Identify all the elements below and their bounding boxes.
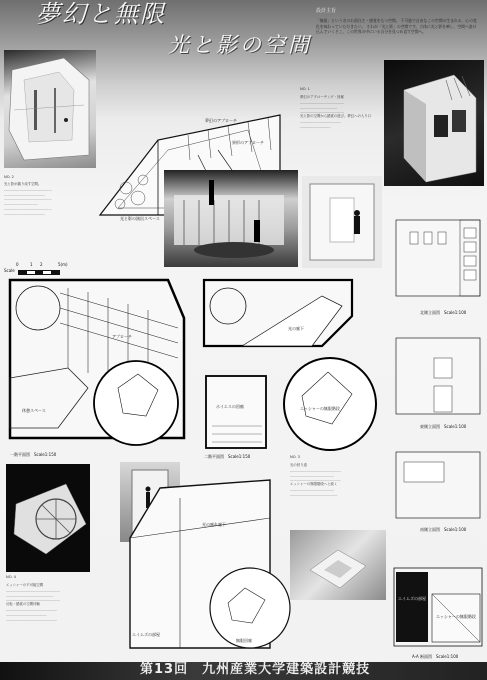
interior-photo-figure <box>302 176 382 268</box>
label-waiting: 休憩スペース <box>22 408 46 413</box>
model-wheel-icon <box>6 464 90 572</box>
note-1-heading: NO. 1 <box>300 87 310 91</box>
first-floor-label: 一階平面図 Scale1:150 <box>10 452 57 457</box>
section-stairs-label: 無限回廊 <box>236 638 252 643</box>
scale-bar <box>18 270 60 275</box>
north-elevation <box>394 218 482 298</box>
north-elevation-label: 北側立面図 Scale1:100 <box>420 310 467 315</box>
note-1-text: 夢幻のアプローチング・回廊 ＿＿＿＿＿＿＿＿＿＿＿＿＿ ＿＿＿＿＿＿＿＿＿＿＿ ＿＿＿＿＿＿＿＿＿＿＿＿＿ 光と影の空間から錯覚の遊び、夢幻への入り口 ＿＿＿＿＿＿＿＿＿＿＿＿ ＿＿＿＿＿＿＿＿＿ <box>300 95 372 128</box>
aa-section-label: A-A 断面図 Scale1:100 <box>412 654 459 659</box>
second-floor-label: 二階平面図 Scale1:150 <box>204 454 251 459</box>
label-escher-stair: エッシャーの無限階段 <box>300 406 340 411</box>
label-hall: ホイエスの回廊 <box>216 404 244 409</box>
concept-text: 「無限」という名のお面白さ・感覚をもつ空間。 不可能で自由なこの空間の生まれる、心の変化を味わっていただきたい。 それが「光と影」の空間です。立体に光と影を映し、空間へ溶け込んでいくそこ、この世界の中にいる自分を見つめ直す空間へ。 <box>316 18 477 35</box>
second-floor-plan <box>202 276 382 466</box>
note-4-heading: NO. 4 <box>6 575 16 579</box>
scale-mark-0: 0 <box>16 262 19 267</box>
note-2-text: 光と影が織り成す空間。 ＿＿＿＿＿＿＿＿＿＿＿＿＿＿ ＿＿＿＿＿＿＿＿＿＿＿＿ ＿＿＿＿＿＿＿＿＿＿＿＿＿＿ ＿＿＿＿＿＿＿＿＿＿ ＿＿＿＿＿＿＿＿＿＿＿＿＿＿ ＿＿＿＿＿＿＿＿＿＿＿＿ <box>4 182 52 215</box>
aa-section <box>392 564 486 654</box>
aa-section-hall-label: エイムズの部屋 <box>398 596 426 601</box>
note-3-heading: NO. 3 <box>290 455 300 459</box>
scale-mark-1: 1 <box>30 262 33 267</box>
scale-mark-2: 2 <box>40 262 43 267</box>
model-exterior-icon <box>384 60 484 186</box>
bottom-section-drawing <box>120 478 280 658</box>
model-photo-bottomleft <box>6 464 90 572</box>
first-floor-plan <box>8 278 198 448</box>
note-2-heading: NO. 2 <box>4 175 14 179</box>
model-photo-right <box>384 60 484 186</box>
south-elevation <box>394 450 482 520</box>
label-corridor-light: 異形のアプローチ <box>232 140 264 145</box>
label-approach-2: アプローチ <box>112 334 132 339</box>
section-hall-label: エイムズの部屋 <box>132 632 160 637</box>
interior-photo-center <box>164 170 298 267</box>
model-photo-topleft <box>4 50 96 168</box>
escher-render-photo <box>290 530 386 600</box>
label-space-right: 光の廊下 <box>288 326 304 331</box>
label-shadow-hall: 光と影の演出スペース <box>120 216 160 221</box>
model-drawing-icon <box>4 50 96 168</box>
east-elevation-label: 東側立面図 Scale1:100 <box>420 424 467 429</box>
figure-doorway-icon <box>302 176 382 268</box>
title-sub: 光と影の空間 <box>168 33 312 57</box>
section-room-label: 光の廊れ廊下 <box>202 522 226 527</box>
east-elevation <box>394 336 482 416</box>
footer-title: 第13回 九州産業大学建築設計競技 <box>140 662 371 677</box>
note-4-text: エッシャーの不可能空間 ＿＿＿＿＿＿＿＿＿＿＿＿＿＿＿＿ ＿＿＿＿＿＿＿＿＿＿＿＿＿＿ ＿＿＿＿＿＿＿＿＿＿＿＿＿＿＿＿ 反転・錯覚の空間体験 ＿＿＿＿＿＿＿＿＿＿＿＿＿＿＿ ＿＿＿＿＿＿＿＿＿＿＿＿ ＿＿＿＿＿＿＿＿＿＿＿＿＿＿＿ <box>6 583 61 621</box>
interior-scene-icon <box>164 170 298 267</box>
south-elevation-label: 南側立面図 Scale1:100 <box>420 527 467 532</box>
aa-section-escher-label: エッシャーの無限階段 <box>436 614 476 619</box>
escher-render-icon <box>290 530 386 600</box>
label-approach: 夢幻のアプローチ <box>205 118 237 123</box>
title-main: 夢幻と無限 <box>36 0 166 28</box>
scale-label: Scale <box>4 268 15 273</box>
note-3-text: 光の回り道 ＿＿＿＿＿＿＿＿＿＿＿＿＿＿＿ ＿＿＿＿＿＿＿＿＿＿＿＿＿ ＿＿＿＿＿＿＿＿＿＿＿＿＿＿＿ エッシャーの無限階段へと続く ＿＿＿＿＿＿＿＿＿＿＿＿＿ ＿＿＿＿＿＿＿＿＿＿＿＿＿＿ <box>290 463 341 496</box>
scale-mark-5: 5(m) <box>58 262 68 267</box>
concept-heading: 設計主旨 <box>316 8 337 14</box>
